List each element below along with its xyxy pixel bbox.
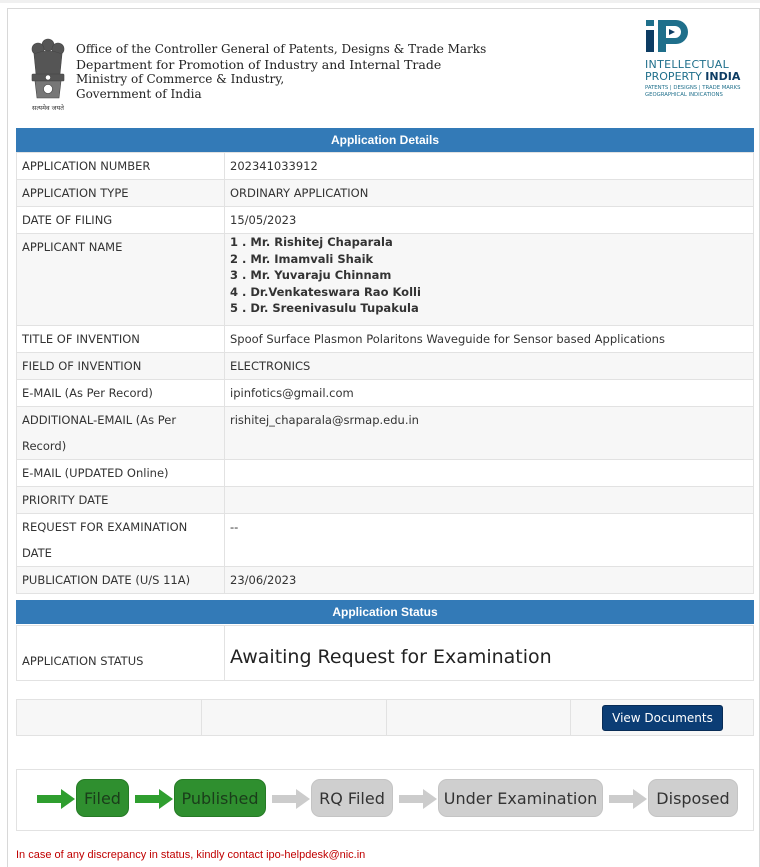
ipi-line-2a: PROPERTY (645, 70, 706, 83)
table-row (17, 153, 754, 180)
arrow-right-icon (399, 789, 437, 809)
applicant-name: 1 . Mr. Rishitej Chaparala (230, 235, 393, 249)
ipi-line-2b: INDIA (705, 70, 741, 83)
application-details-table (16, 152, 754, 594)
row-label: APPLICATION TYPE (17, 180, 225, 207)
row-label: FIELD OF INVENTION (17, 353, 225, 380)
arrow-right-icon (37, 789, 75, 809)
applicant-list (225, 234, 754, 326)
application-status-header: Application Status (16, 600, 754, 624)
row-value: ELECTRONICS (225, 353, 754, 380)
office-line-3: Ministry of Commerce & Industry, (76, 72, 285, 86)
application-status-row (16, 625, 754, 681)
applicant-name: 4 . Dr.Venkateswara Rao Kolli (230, 284, 421, 299)
applicant-name: 3 . Mr. Yuvaraju Chinnam (230, 268, 392, 283)
table-row (17, 380, 754, 407)
row-value: 202341033912 (225, 153, 754, 180)
step-disposed: Disposed (648, 779, 738, 817)
row-value (225, 487, 754, 514)
table-row (17, 487, 754, 514)
column-divider (201, 700, 202, 735)
row-label: E-MAIL (As Per Record) (17, 380, 225, 407)
arrow-right-icon (609, 789, 647, 809)
row-label: APPLICANT NAME (17, 234, 225, 326)
emblem-motto: सत्यमेव जयते (32, 104, 64, 112)
table-row (17, 180, 754, 207)
table-row (17, 353, 754, 380)
row-value: rishitej_chaparala@srmap.edu.in (225, 407, 754, 460)
row-value: 15/05/2023 (225, 207, 754, 234)
row-value: -- (225, 514, 754, 567)
table-row (17, 326, 754, 353)
status-progress-tracker (16, 769, 754, 831)
table-row (17, 207, 754, 234)
row-value: ipinfotics@gmail.com (225, 380, 754, 407)
view-documents-button[interactable]: View Documents (602, 705, 723, 731)
row-label: DATE OF FILING (17, 207, 225, 234)
ipi-line-4: GEOGRAPHICAL INDICATIONS (645, 92, 723, 98)
row-value: 23/06/2023 (225, 567, 754, 594)
table-row (17, 514, 754, 567)
table-row (17, 407, 754, 460)
arrow-right-icon (272, 789, 310, 809)
ip-india-logo (644, 18, 754, 108)
top-border (0, 0, 760, 3)
page-header (16, 14, 754, 114)
arrow-right-icon (135, 789, 173, 809)
status-value: Awaiting Request for Examination (230, 646, 552, 668)
table-row (17, 234, 754, 326)
application-details-header: Application Details (16, 128, 754, 152)
row-value: Spoof Surface Plasmon Polaritons Waveguide for Sensor based Applications (225, 326, 754, 353)
step-filed: Filed (76, 779, 129, 817)
row-value: ORDINARY APPLICATION (225, 180, 754, 207)
row-value (225, 460, 754, 487)
status-label: APPLICATION STATUS (17, 626, 225, 681)
ipi-line-1: INTELLECTUAL (645, 58, 730, 71)
row-label: PRIORITY DATE (17, 487, 225, 514)
office-address (76, 42, 486, 102)
national-emblem-icon (26, 36, 70, 114)
table-row (17, 567, 754, 594)
row-label: E-MAIL (UPDATED Online) (17, 460, 225, 487)
column-divider (386, 700, 387, 735)
office-line-2: Department for Promotion of Industry and Internal Trade (76, 57, 442, 72)
ipi-line-3: PATENTS | DESIGNS | TRADE MARKS (645, 85, 741, 91)
step-published: Published (174, 779, 266, 817)
office-line-4: Government of India (76, 87, 202, 101)
row-label: PUBLICATION DATE (U/S 11A) (17, 567, 225, 594)
ipi-subtitle (645, 85, 740, 99)
discrepancy-note: In case of any discrepancy in status, kindly contact ipo-helpdesk@nic.in (16, 849, 366, 861)
office-line-1: Office of the Controller General of Patents, Designs & Trade Marks (76, 42, 487, 56)
applicant-name: 5 . Dr. Sreenivasulu Tupakula (230, 301, 419, 316)
documents-row (16, 699, 754, 736)
applicant-name: 2 . Mr. Imamvali Shaik (230, 251, 374, 266)
column-divider (570, 700, 571, 735)
row-label: ADDITIONAL-EMAIL (As Per Record) (17, 407, 225, 460)
row-label: APPLICATION NUMBER (17, 153, 225, 180)
step-rq-filed: RQ Filed (311, 779, 393, 817)
row-label: REQUEST FOR EXAMINATION DATE (17, 514, 225, 567)
table-row (17, 460, 754, 487)
step-under-examination: Under Examination (438, 779, 603, 817)
ip-india-mark-icon (646, 18, 690, 54)
ipi-line-2 (645, 70, 740, 83)
row-label: TITLE OF INVENTION (17, 326, 225, 353)
